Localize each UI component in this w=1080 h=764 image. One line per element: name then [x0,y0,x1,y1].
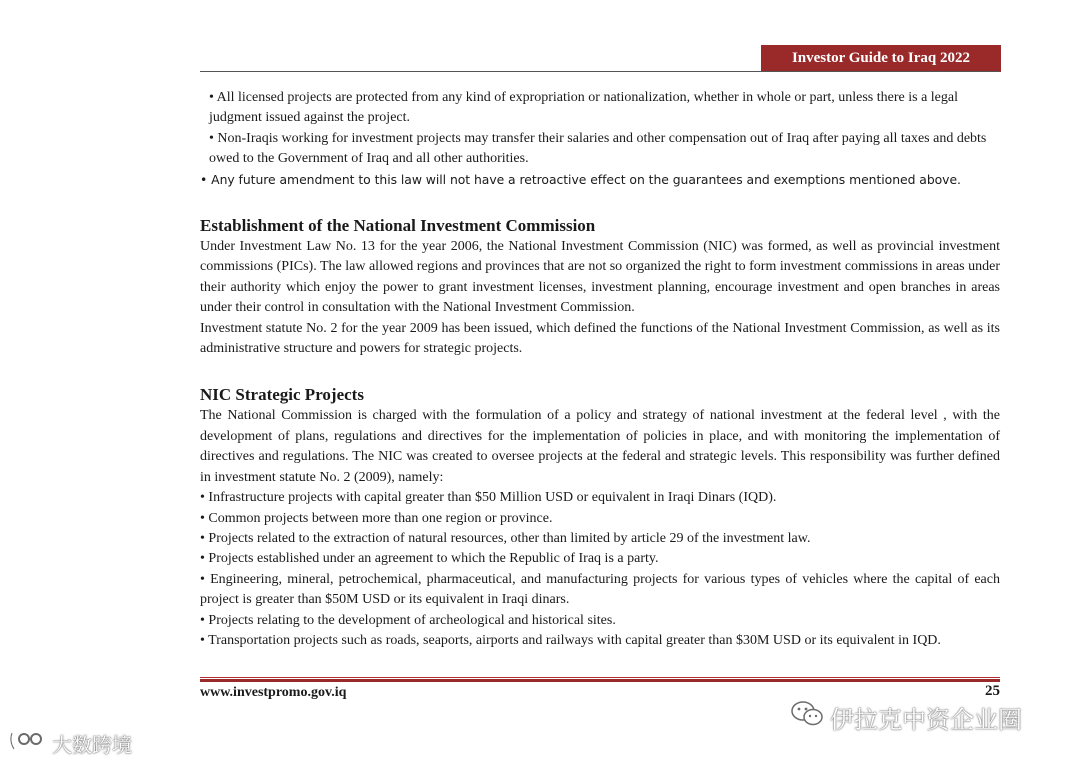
footer-divider-thick [200,679,1000,682]
wechat-icon [790,699,824,735]
header-divider [200,71,1000,72]
nic-establishment-paragraph: Under Investment Law No. 13 for the year 2006, the National Investment Commission (NIC) was formed, as well as provincial investment commissions (PICs). The law allowed regions and provinces that are not so organized the right to form investment commissions in areas under their authority which enjoy the power to grant investment licenses, investment planning, encourage investment and open branches in areas under their control in consultation with the National Investment Commission. [200,239,1000,316]
investment-statute-paragraph: Investment statute No. 2 for the year 2009 has been issued, which defined the functions of the National Investment Commission, as well as its administrative structure and powers for strategic projects. [200,320,1000,357]
document-header-title: Investor Guide to Iraq 2022 [761,45,1001,72]
watermark-brand-text: 大数跨境 [52,732,132,757]
strategic-project-item: • Transportation projects such as roads, seaports, airports and railways with capital greater than $30M USD or its equivalent in IQD. [200,632,941,648]
guarantee-bullet-salary-transfer: • Non-Iraqis working for investment projects may transfer their salaries and other compensation out of Iraq after paying all taxes and debts owed to the Government of Iraq and all other authorities. [209,130,987,167]
watermark-wechat [790,700,1022,734]
strategic-project-item: • Common projects between more than one region or province. [200,510,553,526]
page-number: 25 [985,683,1000,699]
strategic-project-item: • Engineering, mineral, petrochemical, pharmaceutical, and manufacturing projects for various types of vehicles where the capital of each project is greater than $50M USD or its equivalent in Iraqi dinars. [200,571,1000,608]
strategic-project-item: • Projects relating to the development of archeological and historical sites. [200,612,616,628]
strategic-project-item: • Infrastructure projects with capital greater than $50 Million USD or equivalent in Iraqi Dinars (IQD). [200,490,777,506]
strategic-projects-intro: The National Commission is charged with the formulation of a policy and strategy of national investment at the federal level , with the development of plans, regulations and directives for the implementation of policies in place, and with monitoring the implementation of directives and regulations. The NIC was created to oversee projects at the federal and strategic levels. This responsibility was further defined in investment statute No. 2 (2009), namely: [200,408,1000,485]
watermark-wechat-text: 伊拉克中资企业圈 [830,705,1022,734]
page-content [200,88,1000,651]
section-title-nic-establishment: Establishment of the National Investment Commission [200,216,596,236]
strategic-project-item: • Projects established under an agreement to which the Republic of Iraq is a party. [200,551,659,567]
brand-logo-icon [8,729,48,758]
guarantee-bullet-expropriation: • All licensed projects are protected from any kind of expropriation or nationalization, whether in whole or part, unless there is a legal judgment issued against the project. [209,90,958,126]
footer-website-url: www.investpromo.gov.iq [200,685,347,700]
section-title-strategic-projects: NIC Strategic Projects [200,385,364,405]
footer-divider-thin [200,677,1000,678]
watermark-brand [8,728,132,758]
strategic-project-item: • Projects related to the extraction of natural resources, other than limited by article 29 of the investment law. [200,530,811,546]
guarantee-bullet-amendment: • Any future amendment to this law will not have a retroactive effect on the guarantees and exemptions mentioned above. [200,171,961,187]
